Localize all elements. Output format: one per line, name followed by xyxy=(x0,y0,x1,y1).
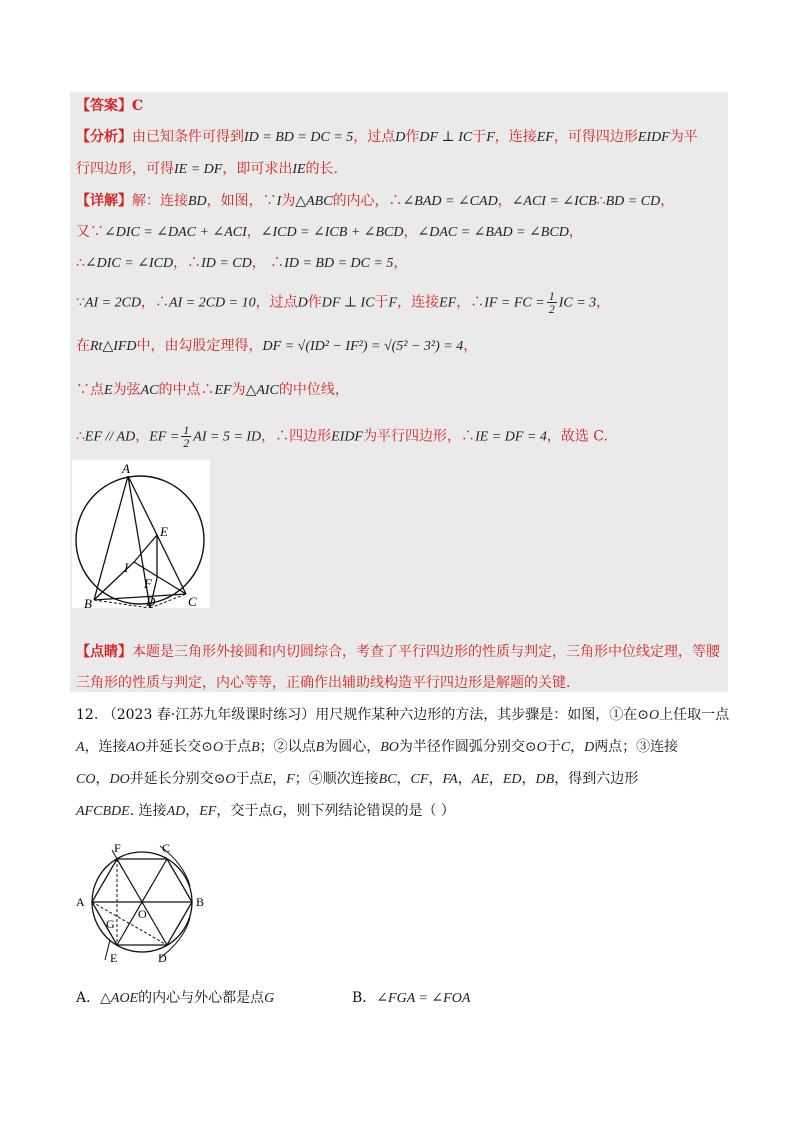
fraction-denominator: 2 xyxy=(548,302,555,316)
analysis-text: 为平 xyxy=(669,129,698,145)
detail-text: 在 xyxy=(76,338,90,354)
question-text: ， xyxy=(428,771,443,787)
analysis-text: 于 xyxy=(472,129,487,145)
circumcircle xyxy=(76,476,204,604)
answer-label: 【答案】 xyxy=(76,98,132,114)
detail-text: ， xyxy=(497,193,512,209)
question-math: CO xyxy=(76,772,96,787)
detail-text: ， xyxy=(463,338,478,354)
analysis-math: DF ⊥ IC xyxy=(419,130,473,145)
detail-text: 解：连接 xyxy=(132,193,188,209)
question-math: E xyxy=(263,772,273,787)
detail-math: EF xyxy=(214,383,232,398)
question-math: FA xyxy=(442,772,458,787)
detail-text: ∴ xyxy=(76,255,85,271)
question-math: EF xyxy=(199,804,217,819)
question-math: C xyxy=(560,740,571,755)
analysis-math: D xyxy=(395,130,406,145)
question-math: A xyxy=(76,740,85,755)
point-label: B xyxy=(196,895,205,909)
question-text: 为半径作圆弧分别交 xyxy=(398,739,525,755)
detail-text: ， xyxy=(403,224,418,240)
point-label: D xyxy=(158,951,167,965)
question-line-4 xyxy=(76,801,455,822)
fraction xyxy=(181,424,191,449)
detail-math: AI = 2CD = 10 xyxy=(169,295,256,311)
analysis-math: EF xyxy=(536,130,554,145)
analysis-line-1 xyxy=(76,127,698,148)
segment-ab xyxy=(94,476,128,600)
question-line-2 xyxy=(76,737,678,758)
detail-text: ， xyxy=(393,255,408,271)
analysis-math: EIDF xyxy=(637,130,670,145)
point-label: E xyxy=(110,951,118,965)
comment-line-2 xyxy=(76,673,570,693)
detail-text: ，∴四边形 xyxy=(261,428,332,445)
question-text: 于点 xyxy=(223,739,252,755)
analysis-text: 的长. xyxy=(305,161,338,177)
comment-line-1 xyxy=(76,642,720,662)
detail-math: IF = FC = xyxy=(484,295,545,311)
detail-text: ，∴ xyxy=(456,294,485,311)
detail-math: BD = CD xyxy=(605,194,661,209)
question-math: AE xyxy=(471,772,489,787)
question-text: . 连接 xyxy=(129,803,167,819)
question-text: ，则下列结论错误的是（ ） xyxy=(282,803,455,819)
question-math: D xyxy=(584,740,595,755)
detail-text: 为平行四边形，∴ xyxy=(363,428,476,445)
option-a-text: 的内心与外心都是点 xyxy=(138,990,265,1006)
detail-math: DF = √(ID² − IF²) = √(5² − 3²) = 4 xyxy=(262,339,464,354)
comment-text: 本题是三角形外接圆和内切圆综合，考查了平行四边形的性质与判定，三角形中位线定理，等腰 xyxy=(132,644,720,660)
detail-line-3 xyxy=(76,253,407,274)
point-label: G xyxy=(106,917,115,931)
detail-math: ∠DAC = ∠BAD = ∠BCD xyxy=(417,225,569,240)
detail-text: 为弦 xyxy=(112,382,141,398)
analysis-label: 【分析】 xyxy=(76,129,132,145)
point-label: F xyxy=(144,576,152,591)
question-text: 并延长交 xyxy=(145,739,202,755)
detail-math: IE = DF = 4 xyxy=(475,429,547,445)
detail-math: I xyxy=(276,194,282,209)
comment-text: 三角形的性质与判定，内心等等，正确作出辅助线构造平行四边形是解题的关键. xyxy=(76,675,571,691)
question-math: ⊙O xyxy=(201,740,224,755)
analysis-math: F xyxy=(486,130,495,145)
detail-text: ∴ xyxy=(596,193,606,209)
detail-math: F xyxy=(388,295,398,311)
detail-math: AI = 5 = ID xyxy=(193,429,262,445)
detail-math: ID = BD = DC = 5 xyxy=(284,256,394,271)
detail-math: EF = xyxy=(149,429,180,445)
detail-text: 的内心，∴ xyxy=(332,193,403,209)
detail-line-1 xyxy=(76,191,674,212)
detail-text: ，连接 xyxy=(397,294,440,311)
detail-text: 为 xyxy=(281,193,296,209)
detail-math: DF ⊥ IC xyxy=(321,295,375,311)
point-label: E xyxy=(160,524,168,539)
question-text: ；④顺次连接 xyxy=(294,771,379,787)
question-text: ， xyxy=(521,771,536,787)
answer-line xyxy=(76,96,143,116)
option-a-label: A． xyxy=(76,990,101,1006)
detail-text: ， xyxy=(246,224,261,240)
question-text: 两点；③连接 xyxy=(594,739,679,755)
detail-text: 作 xyxy=(307,294,322,311)
question-math: AO xyxy=(126,740,146,755)
question-math: DB xyxy=(535,772,555,787)
detail-math: ID = CD xyxy=(201,256,252,271)
question-number: 12. xyxy=(76,707,99,723)
question-math: DO xyxy=(109,772,130,787)
analysis-text: ，连接 xyxy=(494,129,537,145)
triangle-circle-figure xyxy=(72,460,210,608)
answer-value: C xyxy=(132,98,144,114)
option-b[interactable] xyxy=(352,988,470,1009)
question-math: AFCBDE xyxy=(76,804,130,819)
detail-text: ∵ xyxy=(76,294,85,311)
detail-text: ，过点 xyxy=(255,294,298,311)
question-text: ， xyxy=(488,771,503,787)
option-a-math: G xyxy=(264,991,275,1006)
detail-math: ∠DIC = ∠DAC + ∠ACI xyxy=(104,225,247,240)
detail-math: △ABC xyxy=(295,194,333,209)
question-text: ， xyxy=(272,771,287,787)
question-text: ，连接 xyxy=(84,739,127,755)
question-text: ， xyxy=(396,771,411,787)
analysis-text: ，过点 xyxy=(353,129,396,145)
detail-math: Rt△IFD xyxy=(90,339,137,354)
detail-text: ，如图，∵ xyxy=(206,193,277,209)
question-math: G xyxy=(272,804,283,819)
point-label: C xyxy=(162,841,171,855)
question-math: ⊙O xyxy=(637,708,660,723)
detail-text: ， xyxy=(660,193,675,209)
detail-math: BD xyxy=(188,194,207,209)
detail-math: ∠BAD = ∠CAD xyxy=(402,194,498,209)
hexagon-construction-figure xyxy=(72,836,212,968)
fraction-numerator: 1 xyxy=(548,289,555,303)
question-math: B xyxy=(251,740,260,755)
detail-math: AI = 2CD xyxy=(84,295,142,311)
option-a-math: △AOE xyxy=(100,991,139,1006)
detail-math: ∠ACI = ∠ICB xyxy=(511,194,597,209)
comment-label: 【点睛】 xyxy=(76,644,132,660)
detail-line-2 xyxy=(76,222,583,243)
analysis-line-2 xyxy=(76,159,338,180)
detail-math: EF xyxy=(439,295,457,311)
question-text: ；②以点 xyxy=(259,739,316,755)
question-text: ， xyxy=(570,739,585,755)
point-label: C xyxy=(188,594,197,608)
analysis-math: IE = DF xyxy=(174,162,223,177)
analysis-text: 作 xyxy=(405,129,420,145)
detail-text: 又∵ xyxy=(76,224,104,240)
detail-math: IC = 3 xyxy=(558,295,597,311)
detail-math: AC xyxy=(140,383,159,398)
detail-text: ∴ xyxy=(76,428,85,445)
analysis-math: ID = BD = DC = 5 xyxy=(244,130,354,145)
detail-text: 为 xyxy=(231,382,246,398)
detail-math: D xyxy=(297,295,308,311)
detail-text: ， xyxy=(135,428,150,445)
question-math: BO xyxy=(380,740,399,755)
detail-line-6 xyxy=(76,380,349,401)
question-math: ⊙O xyxy=(213,772,236,787)
point-label: A xyxy=(76,895,85,909)
point-label: A xyxy=(122,461,130,476)
detail-line-4 xyxy=(76,290,610,315)
question-math: ⊙O xyxy=(524,740,547,755)
analysis-math: IE xyxy=(292,162,306,177)
hexagon-diagram xyxy=(72,836,212,968)
detail-math: ∠DIC = ∠ICD xyxy=(84,256,174,271)
detail-text: 的中位线， xyxy=(278,382,349,398)
detail-math: EIDF xyxy=(331,429,364,445)
analysis-text: 由已知条件可得到 xyxy=(132,129,244,145)
question-math: BC xyxy=(378,772,397,787)
option-b-label: B． xyxy=(352,990,377,1006)
question-line-3 xyxy=(76,769,638,790)
detail-text: ，∴ xyxy=(173,255,202,271)
analysis-text: ，可得四边形 xyxy=(553,129,638,145)
question-math: F xyxy=(286,772,295,787)
detail-text: 于 xyxy=(374,294,389,311)
question-text: （2023 春·江苏九年级课时练习）用尺规作某种六边形的方法，其步骤是：如图，①在 xyxy=(102,707,638,723)
question-text: 并延长分别交 xyxy=(129,771,214,787)
detail-line-7 xyxy=(76,424,608,449)
detail-text: ， xyxy=(568,224,583,240)
question-math: CF xyxy=(410,772,429,787)
analysis-text: ，即可求出 xyxy=(222,161,293,177)
question-text: ，得到六边形 xyxy=(554,771,639,787)
question-text: ， xyxy=(95,771,110,787)
detail-text: ， xyxy=(596,294,611,311)
detail-math: E xyxy=(104,383,113,398)
detail-text: ∵点 xyxy=(76,382,104,398)
detail-text: ，∴ xyxy=(141,294,170,311)
fraction xyxy=(547,290,557,315)
question-text: 上任取一点 xyxy=(659,707,730,723)
question-math: AD xyxy=(166,804,186,819)
detail-text: 的中点∴ xyxy=(158,382,215,398)
triangle-circle-diagram xyxy=(72,460,210,608)
detail-math: △AIC xyxy=(245,383,279,398)
point-label: O xyxy=(138,907,147,921)
question-line-1 xyxy=(76,705,729,726)
analysis-text: 行四边形，可得 xyxy=(76,161,174,177)
question-text: ， xyxy=(457,771,472,787)
detail-text: ， ∴ xyxy=(251,255,285,271)
point-label: B xyxy=(84,596,92,608)
detail-line-5 xyxy=(76,336,477,357)
fraction-numerator: 1 xyxy=(183,423,190,437)
detail-text: ，故选 C. xyxy=(546,428,608,445)
question-text: ，交于点 xyxy=(216,803,273,819)
detail-label: 【详解】 xyxy=(76,193,132,209)
point-label: I xyxy=(124,560,129,575)
fraction-denominator: 2 xyxy=(183,436,190,450)
detail-math: EF // AD xyxy=(84,429,136,445)
question-math: B xyxy=(315,740,325,755)
detail-text: 中，由勾股定理得， xyxy=(136,338,263,354)
point-label: D xyxy=(146,594,156,608)
point-label: F xyxy=(114,841,121,855)
option-b-math: ∠FGA = ∠FOA xyxy=(376,991,471,1006)
detail-math: ∠ICD = ∠ICB + ∠BCD xyxy=(260,225,404,240)
question-text: 为圆心， xyxy=(324,739,381,755)
question-text: 于点 xyxy=(235,771,264,787)
option-a[interactable] xyxy=(76,988,274,1009)
question-math: ED xyxy=(502,772,522,787)
question-text: ， xyxy=(185,803,200,819)
segment-ei xyxy=(134,535,157,562)
question-text: 于 xyxy=(546,739,561,755)
